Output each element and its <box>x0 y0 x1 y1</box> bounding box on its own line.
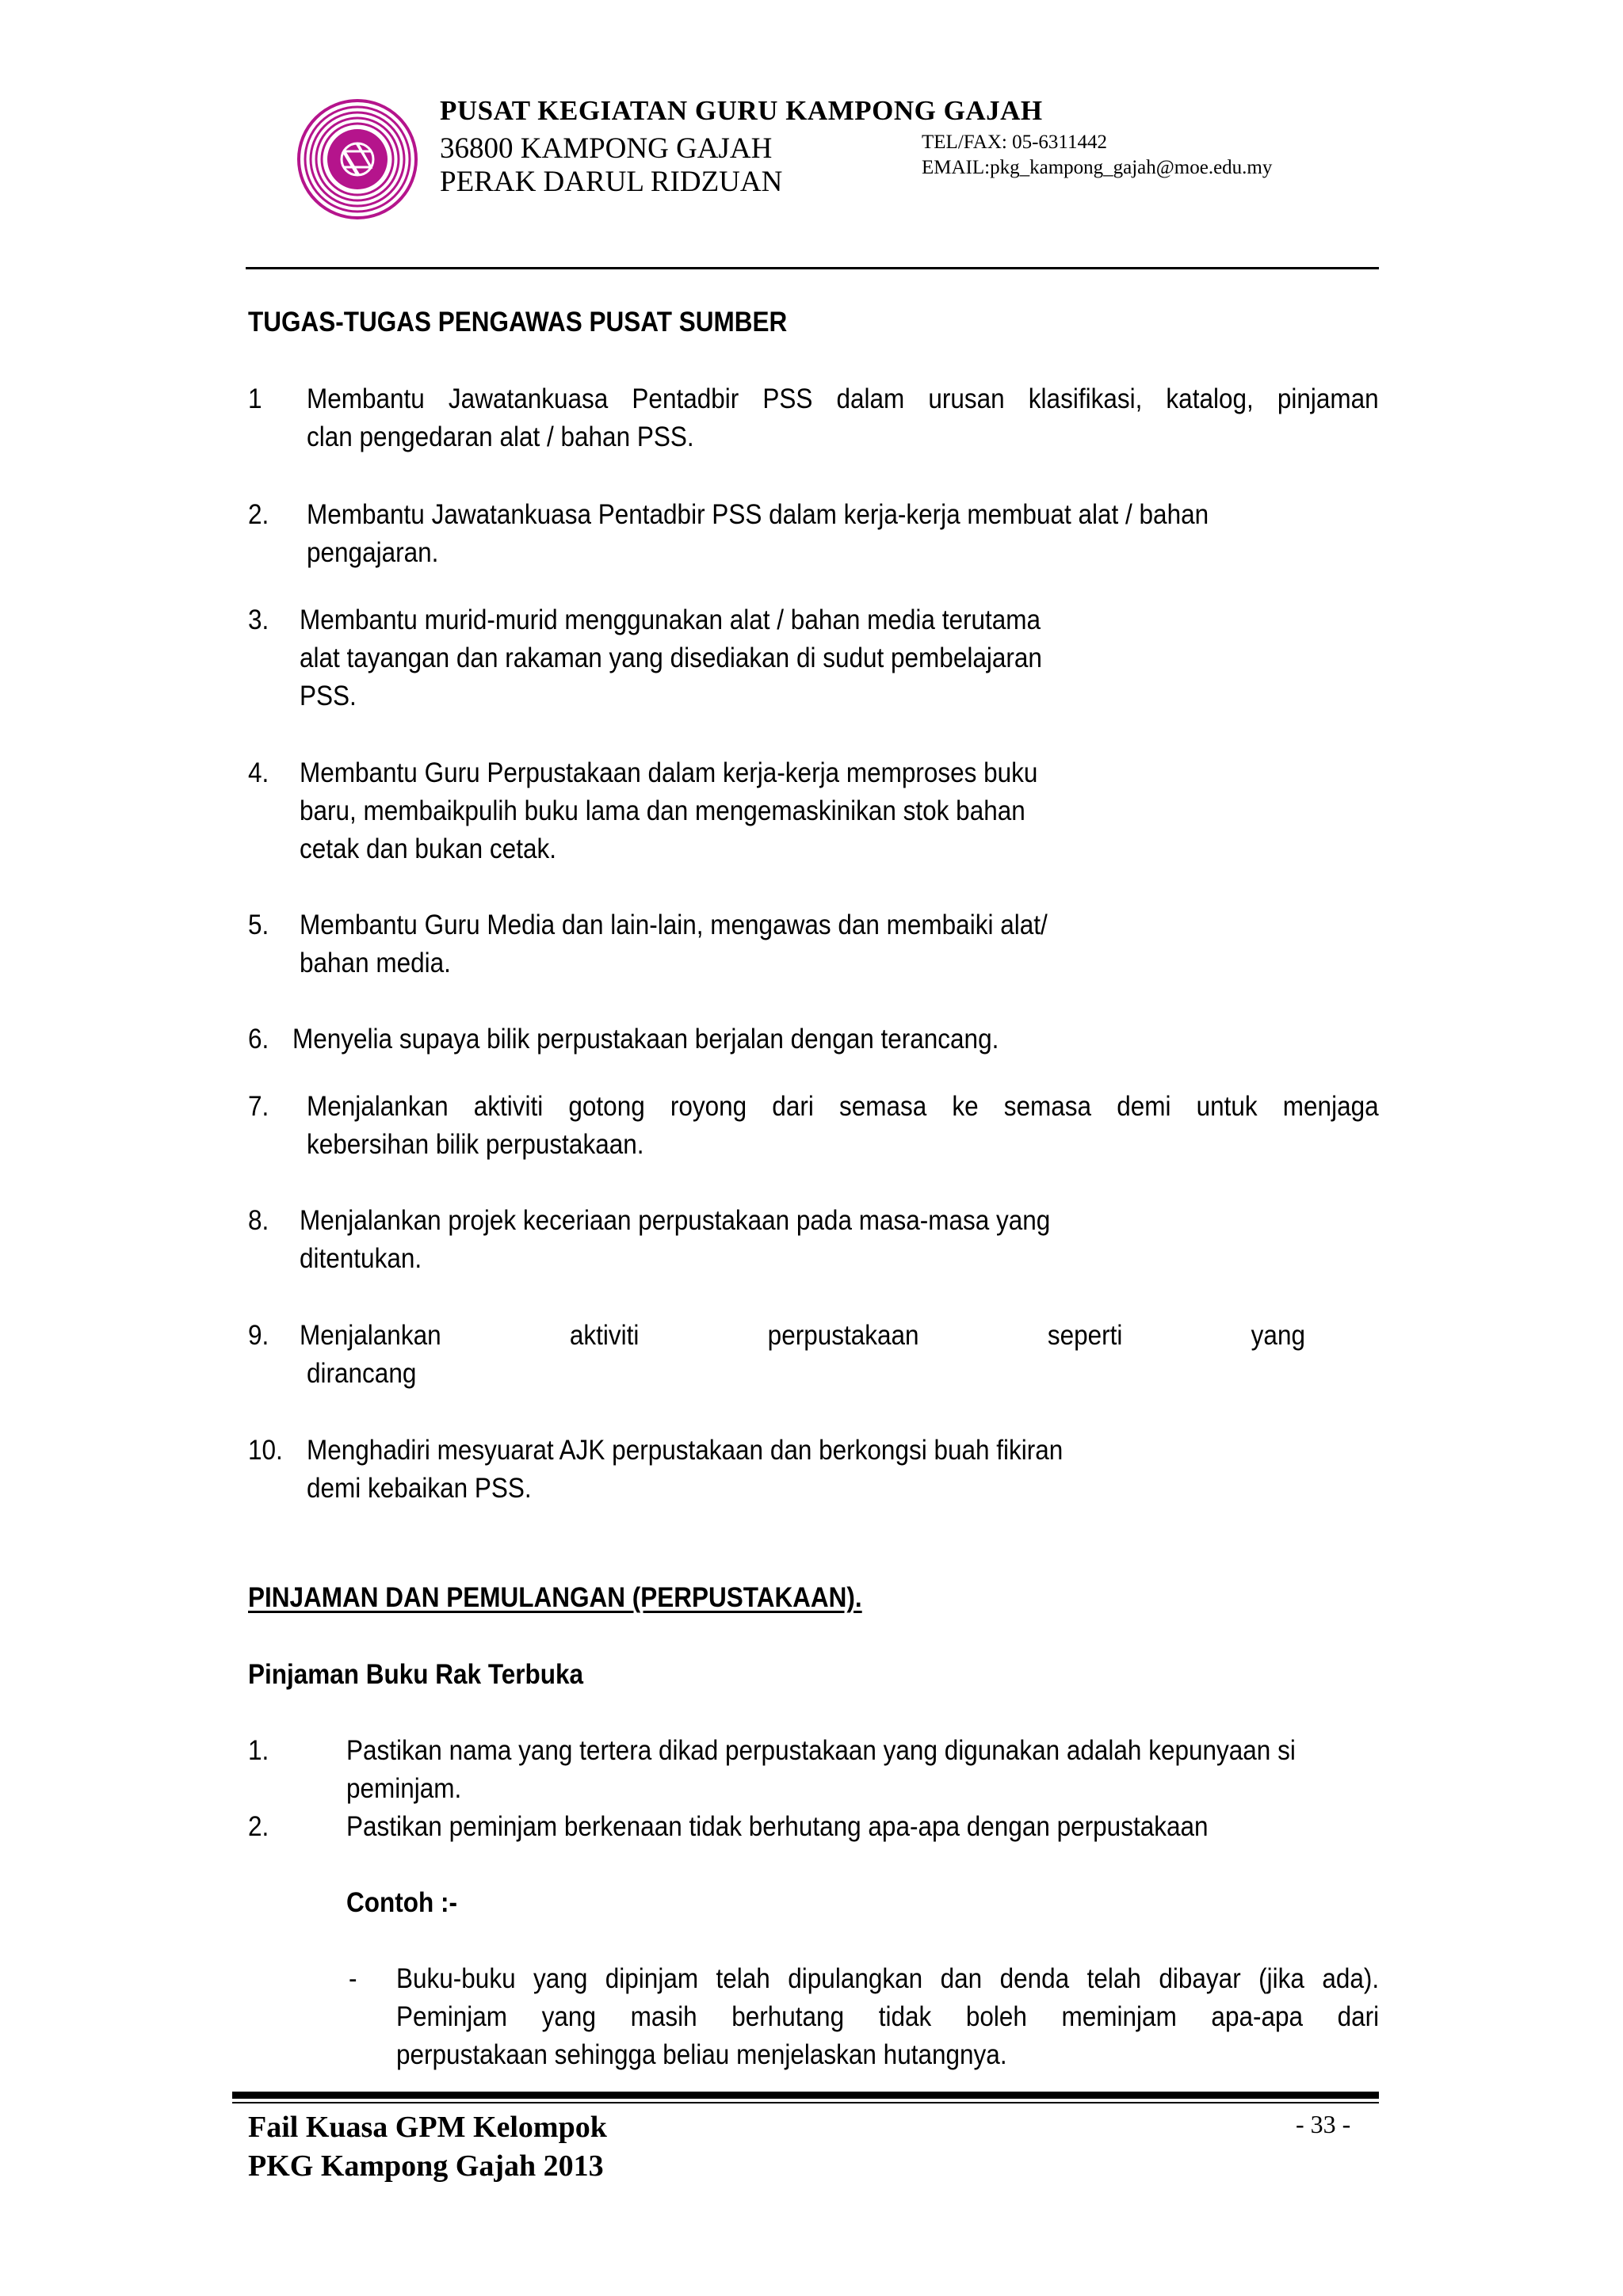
footer-line-2: PKG Kampong Gajah 2013 <box>248 2149 604 2183</box>
list-item-number: 4. <box>248 757 269 788</box>
word: menjaga <box>1282 1091 1379 1122</box>
list-item-text <box>300 1317 1417 1393</box>
word: aktiviti <box>569 1320 640 1351</box>
word: meminjam <box>1061 2001 1177 2032</box>
text-line: dirancang <box>307 1358 417 1389</box>
org-tel-fax: TEL/FAX: 05-6311442 <box>922 132 1108 153</box>
text-line: Menjalankan projek keceriaan perpustakaan pada masa-masa yang <box>300 1205 1051 1236</box>
justified-line <box>307 1088 1379 1126</box>
text-line: peminjam. <box>346 1773 462 1804</box>
text-line: demi kebaikan PSS. <box>307 1473 532 1504</box>
text-line: clan pengedaran alat / bahan PSS. <box>307 421 694 452</box>
word: Membantu <box>307 383 425 414</box>
word: dalam <box>836 383 905 414</box>
word: Buku-buku <box>396 1963 516 1994</box>
org-address-line-2: PERAK DARUL RIDZUAN <box>440 166 783 198</box>
text-line: kebersihan bilik perpustakaan. <box>307 1129 644 1160</box>
footer-divider-thick <box>232 2092 1379 2099</box>
list-item-number: 9. <box>248 1320 269 1351</box>
word: Menjalankan <box>300 1320 441 1351</box>
text-line: bahan media. <box>300 948 451 978</box>
word: (jika <box>1258 1963 1304 1994</box>
text-line: Pastikan peminjam berkenaan tidak berhutang apa-apa dengan perpustakaan <box>346 1811 1209 1842</box>
org-name: PUSAT KEGIATAN GURU KAMPONG GAJAH <box>440 95 1043 126</box>
header-divider <box>246 267 1379 269</box>
word: apa-apa <box>1211 2001 1304 2032</box>
text-line: pengajaran. <box>307 537 439 568</box>
list-item-number: 1 <box>248 383 262 414</box>
word: dipulangkan <box>788 1963 923 1994</box>
list-item-text <box>300 754 1120 868</box>
word: seperti <box>1047 1320 1123 1351</box>
word: yang <box>1251 1320 1305 1351</box>
word: ada). <box>1322 1963 1380 1994</box>
word: denda <box>999 1963 1070 1994</box>
list-item-text <box>292 1020 1077 1058</box>
word: berhutang <box>731 2001 845 2032</box>
org-address-line-1: 36800 KAMPONG GAJAH <box>440 132 773 165</box>
word: demi <box>1117 1091 1171 1122</box>
text-line: Menghadiri mesyuarat AJK perpustakaan dan berkongsi buah fikiran <box>307 1435 1064 1466</box>
list-item-number: 3. <box>248 605 269 635</box>
list-item-number: 6. <box>248 1024 269 1055</box>
word: dipinjam <box>605 1963 699 1994</box>
text-line: perpustakaan sehingga beliau menjelaskan hutangnya. <box>396 2039 1007 2070</box>
word: dari <box>1337 2001 1380 2032</box>
text-line: ditentukan. <box>300 1243 422 1274</box>
text-line: alat tayangan dan rakaman yang disediakan di sudut pembelajaran <box>300 643 1042 673</box>
word: PSS <box>762 383 813 414</box>
list-item-text <box>307 380 1379 456</box>
text-line: Membantu Jawatankuasa Pentadbir PSS dalam kerja-kerja membuat alat / bahan <box>307 499 1209 530</box>
word: untuk <box>1196 1091 1258 1122</box>
list-item-number: 5. <box>248 910 269 940</box>
bullet-text <box>396 1960 1488 2074</box>
word: telah <box>1086 1963 1141 1994</box>
list-item-text <box>307 496 1309 572</box>
word: boleh <box>965 2001 1027 2032</box>
word: yang <box>541 2001 596 2032</box>
word: masih <box>630 2001 697 2032</box>
text-line: Membantu Guru Media dan lain-lain, mengawas dan membaiki alat/ <box>300 910 1048 940</box>
list-item-number: 10. <box>248 1435 283 1466</box>
list-item-text <box>300 906 1131 982</box>
list-item-text <box>346 1808 1304 1846</box>
text-line: PSS. <box>300 681 357 711</box>
word: gotong <box>568 1091 645 1122</box>
subheading-pinjaman-buku: Pinjaman Buku Rak Terbuka <box>248 1659 584 1690</box>
word: Jawatankuasa <box>448 383 609 414</box>
org-email: EMAIL:pkg_kampong_gajah@moe.edu.my <box>922 157 1273 178</box>
list-item-number: 7. <box>248 1091 269 1122</box>
list-item-text <box>307 1432 1147 1508</box>
section-heading-tugas: TUGAS-TUGAS PENGAWAS PUSAT SUMBER <box>248 307 788 338</box>
text-line: Membantu murid-murid menggunakan alat / bahan media terutama <box>300 605 1041 635</box>
list-item-number: 2. <box>248 1811 269 1842</box>
word: telah <box>716 1963 770 1994</box>
justified-line <box>396 1998 1379 2036</box>
section-heading-pinjaman: PINJAMAN DAN PEMULANGAN (PERPUSTAKAAN). <box>248 1582 862 1613</box>
word: katalog, <box>1166 383 1254 414</box>
justified-line <box>307 380 1379 418</box>
text-line: Membantu Guru Perpustakaan dalam kerja-kerja memproses buku <box>300 757 1038 788</box>
list-item-text <box>300 601 1125 715</box>
aperture-ring-logo-icon <box>296 97 419 221</box>
justified-line <box>300 1317 1305 1355</box>
footer-line-1: Fail Kuasa GPM Kelompok <box>248 2111 607 2144</box>
word: semasa <box>1003 1091 1092 1122</box>
word: tidak <box>878 2001 932 2032</box>
word: dibayar <box>1159 1963 1241 1994</box>
word: ke <box>952 1091 979 1122</box>
list-item-text <box>307 1088 1498 1164</box>
word: dari <box>772 1091 814 1122</box>
list-item-number: 2. <box>248 499 269 530</box>
word: pinjaman <box>1277 383 1379 414</box>
word: perpustakaan <box>767 1320 919 1351</box>
text-line: baru, membaikpulih buku lama dan mengemaskinikan stok bahan <box>300 795 1025 826</box>
word: dan <box>940 1963 983 1994</box>
text-line: Menyelia supaya bilik perpustakaan berjalan dengan terancang. <box>292 1024 999 1055</box>
page-number: - 33 - <box>1296 2110 1351 2138</box>
example-label: Contoh :- <box>346 1887 457 1918</box>
list-item-number: 1. <box>248 1735 269 1766</box>
justified-line <box>396 1960 1379 1998</box>
word: Peminjam <box>396 2001 508 2032</box>
list-item-text <box>346 1732 1401 1808</box>
bullet-marker: - <box>349 1963 357 1994</box>
word: Menjalankan <box>307 1091 449 1122</box>
word: semasa <box>838 1091 927 1122</box>
text-line: cetak dan bukan cetak. <box>300 833 556 864</box>
word: urusan <box>928 383 1005 414</box>
word: Pentadbir <box>632 383 739 414</box>
word: klasifikasi, <box>1028 383 1143 414</box>
footer-divider-thin <box>232 2102 1379 2103</box>
word: aktiviti <box>473 1091 544 1122</box>
list-item-text <box>300 1202 1134 1278</box>
word: royong <box>670 1091 747 1122</box>
word: yang <box>533 1963 588 1994</box>
list-item-number: 8. <box>248 1205 269 1236</box>
text-line: Pastikan nama yang tertera dikad perpustakaan yang digunakan adalah kepunyaan si <box>346 1735 1296 1766</box>
